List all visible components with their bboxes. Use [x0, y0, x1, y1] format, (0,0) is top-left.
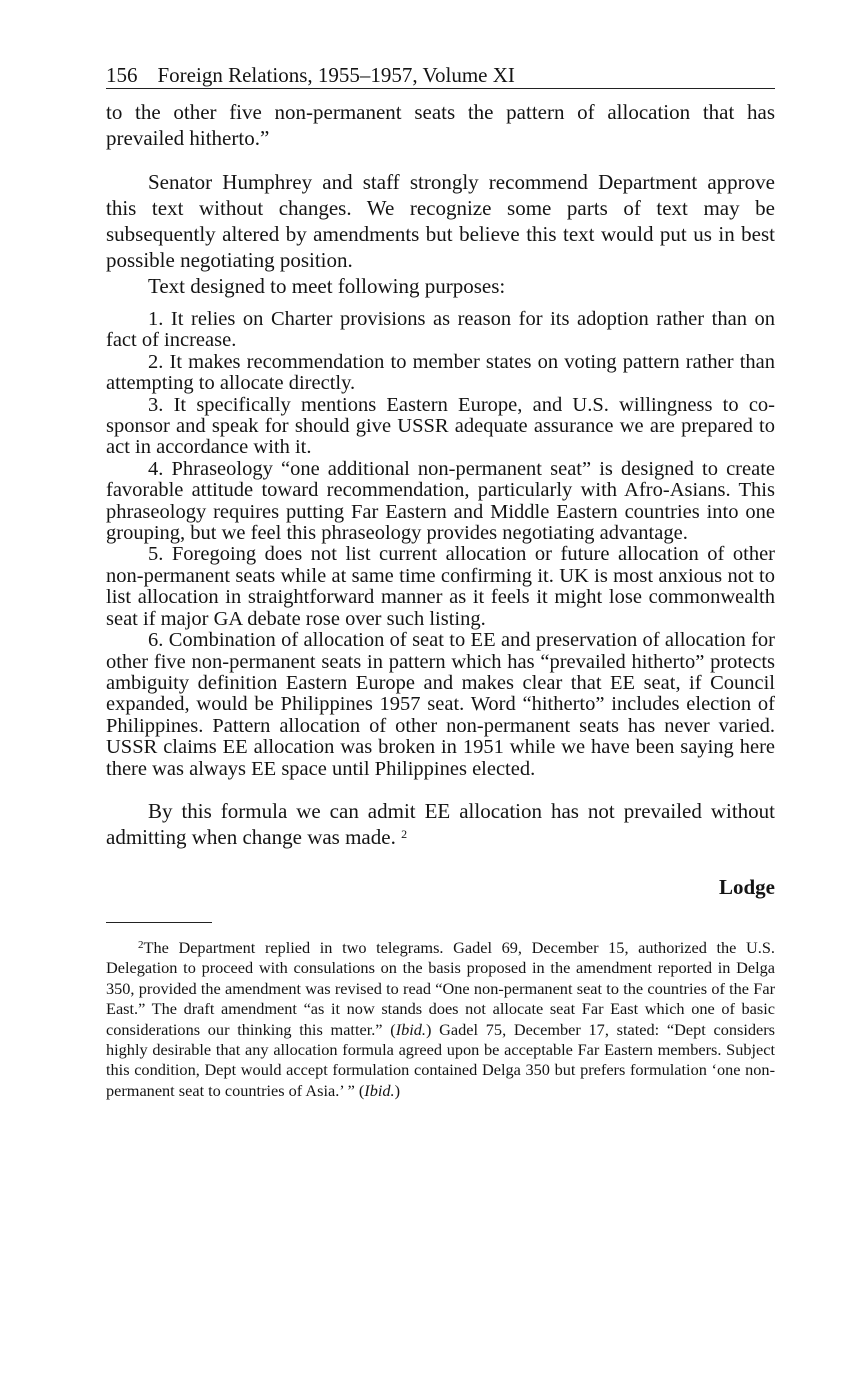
purpose-item-2: 2. It makes recommendation to member states on voting pattern rather than attempting to allocate directly.: [106, 350, 775, 395]
footnote-divider: [106, 922, 212, 923]
signature: Lodge: [718, 874, 775, 899]
footnote-ibid-2: Ibid.: [364, 1080, 395, 1100]
closing-paragraph: [106, 798, 775, 850]
running-title: Foreign Relations, 1955–1957, Volume XI: [157, 63, 515, 87]
footnote-ibid-1: Ibid.: [395, 1019, 426, 1039]
purpose-item-3: 3. It specifically mentions Eastern Europe, and U.S. willingness to co-sponsor and speak for should give USSR adequate assurance we are prepared to act in accordance with it.: [106, 393, 775, 459]
footnote-text-1: The Department replied in two telegrams. Gadel 69, December 15, authorized the U.S. Delegation to proceed with consulations on the basis proposed in the amendment reported in Delga 350, provided the amendment was revised to read “One non-permanent seat to the countries of the Far East.” The draft amendment “as it now stands does not allocate seat Far East which one of basic considerations our thinking this matter.” (: [106, 937, 775, 1039]
page-number: 156: [106, 63, 138, 87]
footnote-text-2: ) Gadel 75, December 17, stated: “Dept considers highly desirable that any allocation formula agreed upon be acceptable Far Eastern members. Subject this condition, Dept would accept formulation contained Delga 350 but prefers formulation ‘one non-permanent seat to countries of Asia.’ ” (: [106, 1019, 775, 1100]
purpose-item-1: 1. It relies on Charter provisions as reason for its adoption rather than on fact of increase.: [106, 308, 775, 352]
purpose-item-6: 6. Combination of allocation of seat to EE and preservation of allocation for other five non-permanent seats in pattern which has “prevailed hitherto” protects ambiguity definition Eastern Europe and makes clear that EE seat, if Council expanded, would be Philippines 1957 seat. Word “hitherto” includes election of Philippines. Pattern allocation of other non-permanent seats has never varied. USSR claims EE allocation was broken in 1951 while we have been saying here there was always EE space until Philippines elected.: [106, 629, 775, 780]
running-header: [106, 62, 775, 89]
purposes-list: [106, 309, 775, 780]
continuation-paragraph: to the other five non-permanent seats the pattern of allocation that has prevailed hitherto.”: [106, 100, 775, 150]
footnote-marker: 2: [138, 938, 144, 951]
footnote: [106, 935, 775, 1101]
purposes-intro: Text designed to meet following purposes:: [148, 274, 506, 298]
purpose-item-4: 4. Phraseology “one additional non-permanent seat” is designed to create favorable attitude toward recommendation, particularly with Afro-Asians. This phraseology requires putting Far Eastern and Middle Eastern countries into one grouping, but we feel this phraseology provides negotiating advantage.: [106, 457, 775, 545]
document-page: [106, 62, 775, 1117]
closing-text: By this formula we can admit EE allocation has not prevailed without admitting when change was made.: [106, 798, 775, 849]
purpose-item-5: 5. Foregoing does not list current allocation or future allocation of other non-permanent seats while at same time confirming it. UK is most anxious not to list allocation in straightforward manner as it feels it might lose commonwealth seat if major GA debate rose over such listing.: [106, 543, 775, 630]
footnote-text-3: ): [394, 1080, 401, 1100]
recommendation-paragraph: Senator Humphrey and staff strongly recommend Department approve this text without changes. We recognize some parts of text may be subsequently altered by amendments but believe this text would put us in best possible negotiating position.: [106, 170, 775, 272]
footnote-reference[interactable]: 2: [401, 826, 408, 841]
